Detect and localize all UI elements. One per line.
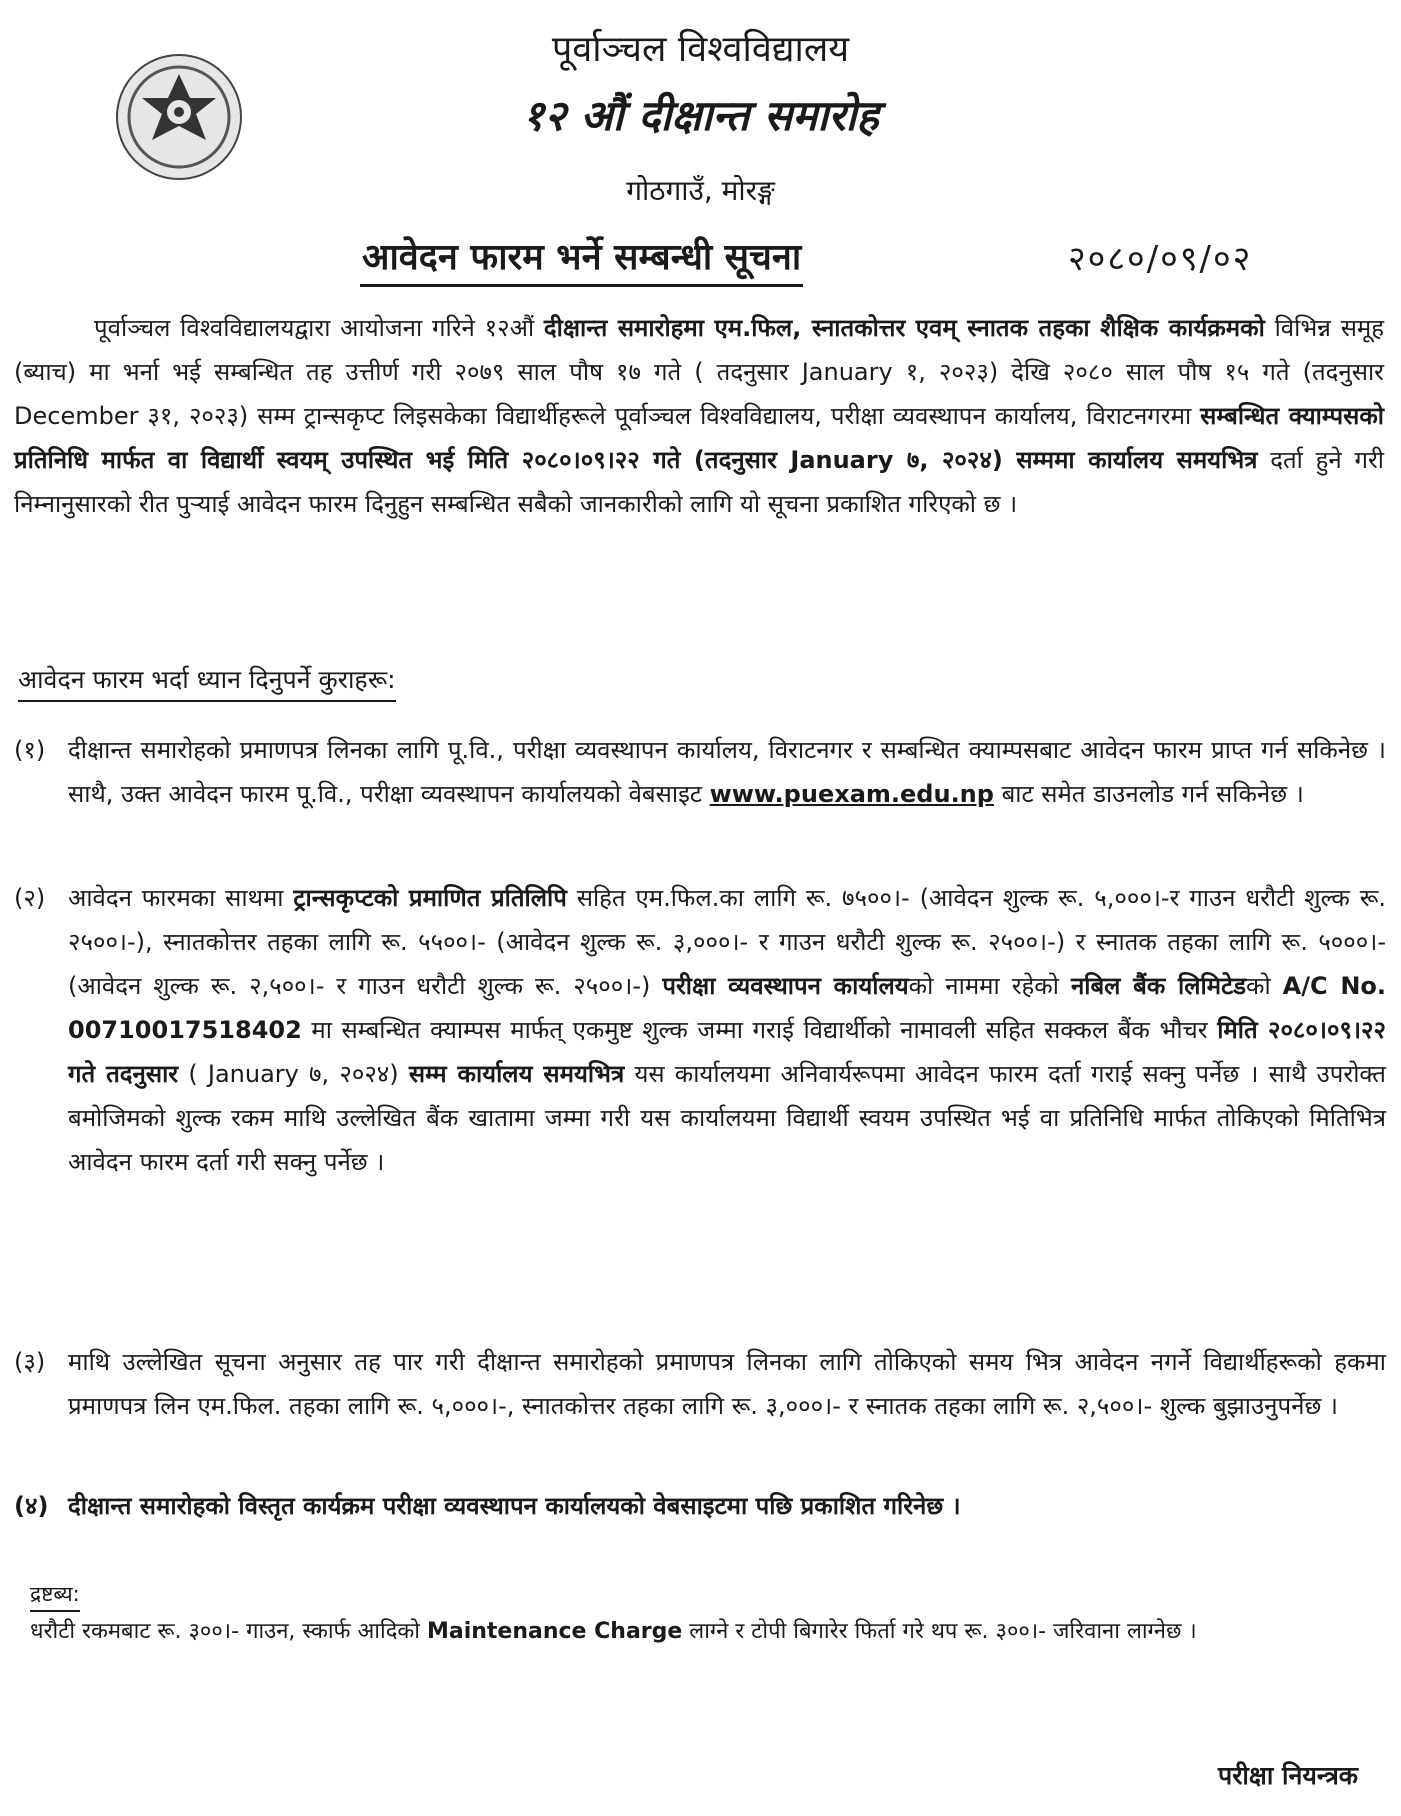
item2-text-7: यस कार्यालयमा अनिवार्यरूपमा आवेदन फारम दर्ता गराई सक्नु पर्नेछ । साथै उपरोक्त बमोजिमको शुल्क रकम माथि उल्लेखित बैंक खातामा जम्मा गरी यस कार्यालयमा विद्यार्थी स्वयम उपस्थित भई वा प्रतिनिधि मार्फत तोकिएको मितिभित्र आवेदन फारम दर्ता गरी सक्नु पर्नेछ । [68,1060,1386,1176]
item2-bold-6: सम्म कार्यालय समयभित्र [408,1060,625,1088]
item2-text-2: सहित एम.फिल.का लागि रू. ७५००।- (आवेदन शुल्क रू. ५,०००।-र गाउन धरौटी शुल्क रू. २५००।-), स्नातकोत्तर तहका लागि रू. ५५००।- (आवेदन शुल्क रू. ३,०००।- र गाउन धरौटी शुल्क रू. २५००।-) र स्नातक तहका लागि रू. ५०००।- (आवेदन शुल्क रू. २,५००।- र गाउन धरौटी शुल्क रू. २५००।-) [68,884,1386,1000]
points-heading: आवेदन फारम भर्दा ध्यान दिनुपर्ने कुराहरू: [18,660,396,702]
item2-text-6: ( January ७, २०२४) [178,1060,409,1088]
item3-text: माथि उल्लेखित सूचना अनुसार तह पार गरी दीक्षान्त समारोहको प्रमाणपत्र लिनका लागि तोकिएको समय भित्र आवेदन नगर्ने विद्यार्थीहरूको हकमा प्रमाणपत्र लिन एम.फिल. तहका लागि रू. ५,०००।-, स्नातकोत्तर तहका लागि रू. ३,०००।- र स्नातक तहका लागि रू. २,५००।- शुल्क बुझाउनुपर्नेछ । [68,1348,1386,1420]
venue: गोठगाउँ, मोरङ्ग [626,174,775,207]
header [0,20,1401,212]
university-name: पूर्वाञ्चल विश्वविद्यालय [551,29,850,70]
item-number: (३) [14,1348,46,1376]
item2-bold-1: ट्रान्सकृप्टको प्रमाणित प्रतिलिपि [293,884,567,912]
item-number: (२) [14,884,46,912]
notice-title: आवेदन फारम भर्ने सम्बन्धी सूचना [360,232,803,287]
item1-text-2: बाट समेत डाउनलोड गर्न सकिनेछ । [993,780,1304,808]
item2-bold-3: नबिल बैंक लिमिटेड [1070,972,1247,1000]
list-item-3 [14,1340,1386,1428]
item4-text: दीक्षान्त समारोहको विस्तृत कार्यक्रम परीक्षा व्यवस्थापन कार्यालयको वेबसाइटमा पछि प्रकाशित गरिनेछ । [68,1492,961,1520]
list-item-2 [14,876,1386,1184]
intro-bold-2: सम्बन्धित क्याम्पसको प्रतिनिधि मार्फत वा विद्यार्थी स्वयम् उपस्थित भई मिति २०८०।०९।२२ गते (तदनुसार January ७, २०२४) सम्ममा कार्यालय समयभित्र [14,402,1384,474]
item2-bold-2: परीक्षा व्यवस्थापन कार्यालय [662,972,909,1000]
signature: परीक्षा नियन्त्रक [1218,1761,1358,1790]
website-link[interactable]: www.puexam.edu.np [709,780,994,808]
note-heading: द्रष्टब्य: [30,1578,80,1612]
list-item-1 [14,728,1386,816]
item2-bold-5: मिति २०८०।०९।२२ गते तदनुसार [68,1016,1386,1088]
list-item-4 [14,1484,1386,1528]
note-text [30,1612,1386,1652]
bank-account-number: A/C No. 00710017518402 [68,972,1387,1044]
notice-date: २०८०/०९/०२ [1068,239,1253,279]
item1-text-1: दीक्षान्त समारोहको प्रमाणपत्र लिनका लागि पू.वि., परीक्षा व्यवस्थापन कार्यालय, विराटनगर र सम्बन्धित क्याम्पसबाट आवेदन फारम प्राप्त गर्न सकिनेछ । साथै, उक्त आवेदन फारम पू.वि., परीक्षा व्यवस्थापन कार्यालयको वेबसाइट [68,736,1386,808]
note-text-1: धरौटी रकमबाट रू. ३००।- गाउन, स्कार्फ आदिको [30,1619,427,1644]
intro-text-1: पूर्वाञ्चल विश्वविद्यालयद्वारा आयोजना गरिने १२औं [94,314,544,342]
intro-bold-1: दीक्षान्त समारोहमा एम.फिल, स्नातकोत्तर एवम् स्नातक तहका शैक्षिक कार्यक्रमको [543,314,1265,342]
item2-text-1: आवेदन फारमका साथमा [68,884,294,912]
item-number: (१) [14,736,46,764]
item2-text-4: को [1246,972,1283,1000]
intro-text-2: विभिन्न समूह (ब्याच) मा भर्ना भई सम्बन्धित तह उत्तीर्ण गरी २०७९ साल पौष १७ गते ( तदनुसार January १, २०२३) देखि २०८० साल पौष १५ गते (तदनुसार December ३१, २०२३) सम्म ट्रान्सकृप्ट लिइसकेका विद्यार्थीहरूले पूर्वाञ्चल विश्वविद्यालय, परीक्षा व्यवस्थापन कार्यालय, विराटनगरमा [14,314,1385,430]
item2-text-5: मा सम्बन्धित क्याम्पस मार्फत् एकमुष्ट शुल्क जम्मा गराई विद्यार्थीको नामावली सहित सक्कल बैंक भौचर [301,1016,1218,1044]
intro-paragraph [14,306,1384,526]
note-text-2: लाग्ने र टोपी बिगारेर फिर्ता गरे थप रू. ३००।- जरिवाना लाग्नेछ । [682,1619,1197,1644]
ceremony-title: १२ औं दीक्षान्त समारोह [522,91,879,140]
notice-title-row [0,232,1401,288]
item2-text-3: को नाममा रहेको [908,972,1071,1000]
intro-text-3: दर्ता हुने गरी निम्नानुसारको रीत पुऱ्याई आवेदन फारम दिनुहुन सम्बन्धित सबैको जानकारीको लागि यो सूचना प्रकाशित गरिएको छ । [14,446,1385,518]
note-bold-1: Maintenance Charge [426,1619,683,1644]
item-number: (४) [14,1492,49,1520]
